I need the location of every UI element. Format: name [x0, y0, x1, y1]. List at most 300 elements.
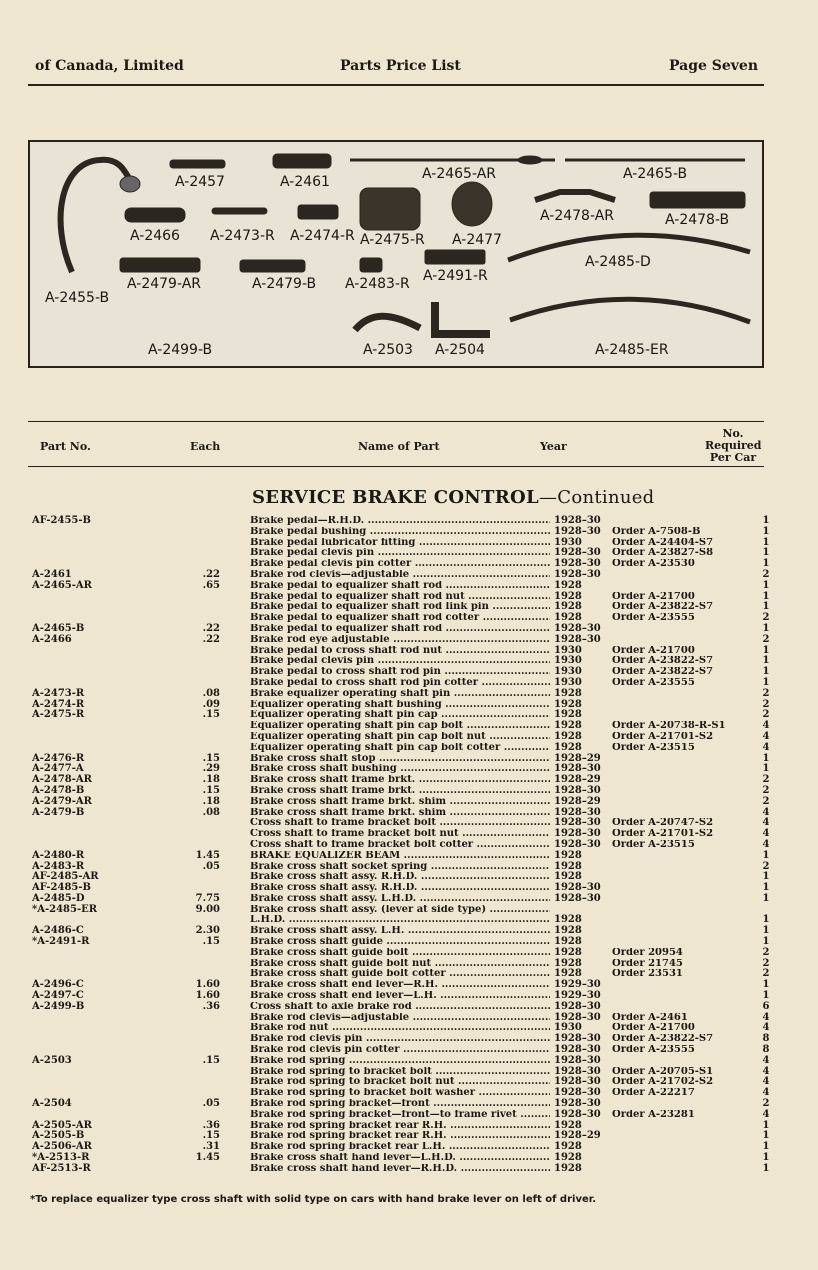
table-row — [0, 969, 818, 980]
quantity-cell: 2 — [762, 687, 770, 699]
year-cell: 1928 — [554, 936, 582, 948]
quantity-cell: 1 — [762, 752, 770, 764]
quantity-cell: 1 — [762, 871, 770, 883]
description-cell: Brake pedal to equalizer shaft rod cotter ..... — [250, 613, 550, 624]
table-row — [0, 624, 818, 635]
year-cell: 1928–30 — [554, 1065, 601, 1077]
price-cell: .15 — [202, 1054, 220, 1066]
quantity-cell: 1 — [762, 666, 770, 678]
description-cell: Brake pedal clevis pin cotter ..... — [250, 559, 550, 570]
price-cell: 1.45 — [195, 1152, 220, 1164]
order-cell: Order A-20738-R-S1 — [612, 721, 726, 732]
price-cell: .18 — [202, 795, 220, 807]
table-row — [0, 1045, 818, 1056]
quantity-cell: 2 — [762, 957, 770, 969]
quantity-cell: 1 — [762, 547, 770, 559]
description-cell: Brake pedal to equalizer shaft rod ..... — [250, 581, 550, 592]
table-row — [0, 840, 818, 851]
table-row — [0, 559, 818, 570]
order-cell: Order A-24404-S7 — [612, 537, 714, 548]
quantity-cell: 2 — [762, 795, 770, 807]
table-row — [0, 721, 818, 732]
description-cell: Equalizer operating shaft pin cap bolt nut ..... — [250, 732, 550, 743]
part-no-cell: A-2478-AR — [32, 774, 92, 786]
table-row — [0, 700, 818, 711]
order-cell: Order A-21700 — [612, 645, 695, 656]
price-cell: 1.60 — [195, 990, 220, 1002]
figure-label-a2483r: A-2483-R — [345, 276, 410, 292]
order-cell: Order A-21701-S2 — [612, 731, 714, 742]
order-cell: Order A-20705-S1 — [612, 1066, 714, 1077]
quantity-cell: 4 — [762, 806, 770, 818]
description-cell: Brake rod spring bracket—front ..... — [250, 1099, 550, 1110]
figure-label-a2477: A-2477 — [452, 232, 502, 248]
column-header-each: Each — [190, 440, 221, 453]
order-cell: Order 20954 — [612, 947, 683, 958]
table-row — [0, 1131, 818, 1142]
quantity-cell: 1 — [762, 914, 770, 926]
order-cell: Order A-22217 — [612, 1088, 695, 1099]
quantity-cell: 1 — [762, 525, 770, 537]
table-row — [0, 516, 818, 527]
part-no-cell: AF-2513-R — [32, 1162, 91, 1174]
year-cell: 1928–30 — [554, 1000, 601, 1012]
header-rule — [28, 84, 764, 86]
figure-label-a2457: A-2457 — [175, 174, 225, 190]
description-cell: Equalizer operating shaft bushing ..... — [250, 700, 550, 711]
description-cell: Cross shaft to frame bracket bolt ..... — [250, 818, 550, 829]
part-no-cell: A-2497-C — [32, 990, 84, 1002]
price-cell: .15 — [202, 784, 220, 796]
quantity-cell: 4 — [762, 1054, 770, 1066]
quantity-cell: 4 — [762, 1011, 770, 1023]
order-cell: Order A-23822-S7 — [612, 602, 714, 613]
part-no-cell: A-2465-B — [32, 622, 85, 634]
table-row — [0, 538, 818, 549]
part-no-cell: A-2496-C — [32, 979, 84, 991]
figure-label-a2504: A-2504 — [435, 342, 485, 358]
table-row — [0, 732, 818, 743]
part-no-cell: A-2506-AR — [32, 1141, 92, 1153]
quantity-cell: 4 — [762, 720, 770, 732]
table-row — [0, 656, 818, 667]
order-cell: Order A-21700 — [612, 1023, 695, 1034]
year-cell: 1928–30 — [554, 1054, 601, 1066]
order-cell: Order A-21701-S2 — [612, 829, 714, 840]
year-cell: 1928–30 — [554, 784, 601, 796]
description-cell: Brake cross shaft bushing ..... — [250, 764, 550, 775]
table-row — [0, 808, 818, 819]
table-row — [0, 581, 818, 592]
description-cell: Brake pedal to equalizer shaft rod nut ..... — [250, 592, 550, 603]
quantity-cell: 4 — [762, 1065, 770, 1077]
header-left: of Canada, Limited — [35, 58, 184, 74]
section-title-suffix: —Continued — [538, 487, 655, 508]
parts-photograph — [28, 140, 764, 368]
description-cell: Brake cross shaft stop ..... — [250, 754, 550, 765]
table-row — [0, 905, 818, 916]
quantity-cell: 1 — [762, 1141, 770, 1153]
year-cell: 1928–30 — [554, 817, 601, 829]
table-row — [0, 786, 818, 797]
order-cell: Order A-23555 — [612, 677, 695, 688]
table-row — [0, 797, 818, 808]
figure-label-a2479b: A-2479-B — [252, 276, 317, 292]
year-cell: 1928 — [554, 698, 582, 710]
year-cell: 1928 — [554, 871, 582, 883]
quantity-cell: 2 — [762, 698, 770, 710]
year-cell: 1928 — [554, 1141, 582, 1153]
part-no-cell: A-2465-AR — [32, 579, 92, 591]
part-no-cell: A-2504 — [32, 1098, 72, 1110]
order-cell: Order A-23822-S7 — [612, 1034, 714, 1045]
price-cell: .05 — [202, 860, 220, 872]
part-no-cell: A-2478-B — [32, 784, 85, 796]
year-cell: 1929–30 — [554, 979, 601, 991]
year-cell: 1928–29 — [554, 774, 601, 786]
description-cell: Brake pedal bushing ..... — [250, 527, 550, 538]
year-cell: 1930 — [554, 536, 582, 548]
part-no-cell: A-2503 — [32, 1054, 72, 1066]
quantity-cell: 1 — [762, 622, 770, 634]
part-no-cell: A-2479-AR — [32, 795, 92, 807]
quantity-cell: 4 — [762, 1076, 770, 1088]
order-cell: Order A-23822-S7 — [612, 656, 714, 667]
description-cell: Brake rod spring bracket—front—to frame rivet ..... — [250, 1110, 550, 1121]
description-cell: Brake rod clevis pin ..... — [250, 1034, 550, 1045]
year-cell: 1928–30 — [554, 838, 601, 850]
table-row — [0, 1023, 818, 1034]
price-cell: .08 — [202, 806, 220, 818]
order-cell: Order A-21700 — [612, 591, 695, 602]
table-row — [0, 894, 818, 905]
table-row — [0, 548, 818, 559]
quantity-cell: 2 — [762, 1098, 770, 1110]
column-header-no-required-line2: Required — [705, 439, 762, 452]
part-no-cell: A-2480-R — [32, 849, 85, 861]
table-row — [0, 1110, 818, 1121]
part-no-cell: A-2473-R — [32, 687, 85, 699]
quantity-cell: 4 — [762, 1108, 770, 1120]
part-no-cell: A-2477-A — [32, 763, 84, 775]
column-header-no-required-line1: No. — [722, 427, 744, 440]
figure-label-a2499b: A-2499-B — [148, 342, 213, 358]
quantity-cell: 1 — [762, 979, 770, 991]
description-cell: Brake rod clevis pin cotter ..... — [250, 1045, 550, 1056]
quantity-cell: 2 — [762, 860, 770, 872]
figure-label-a2491r: A-2491-R — [423, 268, 488, 284]
year-cell: 1928–30 — [554, 882, 601, 894]
year-cell: 1928 — [554, 925, 582, 937]
description-cell: Brake rod spring to bracket bolt ..... — [250, 1067, 550, 1078]
part-no-cell: A-2475-R — [32, 709, 85, 721]
table-row — [0, 667, 818, 678]
table-header-top-rule — [28, 421, 764, 422]
table-row — [0, 1164, 818, 1175]
description-cell: Brake pedal to cross shaft rod pin cotter ..... — [250, 678, 550, 689]
figure-label-a2478ar: A-2478-AR — [540, 208, 614, 224]
description-cell: Brake rod spring to bracket bolt nut ..... — [250, 1077, 550, 1088]
table-row — [0, 743, 818, 754]
table-row — [0, 775, 818, 786]
description-cell: Brake cross shaft hand lever—L.H.D. ..... — [250, 1153, 550, 1164]
quantity-cell: 8 — [762, 1033, 770, 1045]
description-cell: Brake pedal lubricator fitting ..... — [250, 538, 550, 549]
description-cell: Brake cross shaft hand lever—R.H.D. ..... — [250, 1164, 550, 1175]
header-right: Page Seven — [668, 58, 758, 74]
year-cell: 1928 — [554, 914, 582, 926]
part-no-cell: *A-2513-R — [32, 1152, 90, 1164]
quantity-cell: 1 — [762, 515, 770, 526]
quantity-cell: 1 — [762, 579, 770, 591]
quantity-cell: 8 — [762, 1044, 770, 1056]
quantity-cell: 2 — [762, 784, 770, 796]
price-cell: .15 — [202, 752, 220, 764]
part-no-cell: *A-2491-R — [32, 936, 90, 948]
quantity-cell: 1 — [762, 1130, 770, 1142]
description-cell: Brake pedal clevis pin ..... — [250, 548, 550, 559]
column-header-no-required — [705, 428, 761, 464]
description-cell: Brake rod spring bracket rear L.H. ..... — [250, 1142, 550, 1153]
year-cell: 1928 — [554, 968, 582, 980]
price-cell: 1.60 — [195, 979, 220, 991]
year-cell: 1928–30 — [554, 633, 601, 645]
part-no-cell: A-2474-R — [32, 698, 85, 710]
column-header-year: Year — [540, 440, 567, 453]
description-cell: Brake cross shaft assy. L.H.D. ..... — [250, 894, 550, 905]
description-cell: Brake cross shaft guide ..... — [250, 937, 550, 948]
table-row — [0, 872, 818, 883]
table-row — [0, 980, 818, 991]
quantity-cell: 4 — [762, 838, 770, 850]
price-cell: .09 — [202, 698, 220, 710]
part-no-cell: *A-2485-ER — [32, 903, 98, 915]
table-row — [0, 915, 818, 926]
part-no-cell: AF-2455-B — [32, 515, 91, 526]
year-cell: 1928 — [554, 849, 582, 861]
quantity-cell: 4 — [762, 828, 770, 840]
table-row — [0, 710, 818, 721]
quantity-cell: 4 — [762, 730, 770, 742]
figure-label-a2466: A-2466 — [130, 228, 180, 244]
year-cell: 1928–30 — [554, 1098, 601, 1110]
description-cell: Brake cross shaft guide bolt ..... — [250, 948, 550, 959]
description-cell: Brake cross shaft guide bolt cotter ..... — [250, 969, 550, 980]
order-cell: Order A-7508-B — [612, 526, 701, 537]
year-cell: 1928–30 — [554, 568, 601, 580]
quantity-cell: 1 — [762, 763, 770, 775]
year-cell: 1928–30 — [554, 806, 601, 818]
description-cell: Equalizer operating shaft pin cap bolt cotter ..... — [250, 743, 550, 754]
quantity-cell: 1 — [762, 1152, 770, 1164]
description-cell: Brake cross shaft guide bolt nut ..... — [250, 959, 550, 970]
part-no-cell: A-2505-AR — [32, 1119, 92, 1131]
table-row — [0, 959, 818, 970]
part-no-cell: A-2461 — [32, 568, 72, 580]
part-no-cell: A-2485-D — [32, 892, 85, 904]
description-cell: Brake cross shaft frame brkt. ..... — [250, 775, 550, 786]
figure-label-a2485d: A-2485-D — [585, 254, 651, 270]
description-cell: Brake rod clevis—adjustable ..... — [250, 1013, 550, 1024]
year-cell: 1928 — [554, 946, 582, 958]
description-cell: Brake rod spring to bracket bolt washer ..... — [250, 1088, 550, 1099]
year-cell: 1928 — [554, 1162, 582, 1174]
table-row — [0, 829, 818, 840]
part-no-cell: AF-2485-B — [32, 882, 91, 894]
year-cell: 1928–30 — [554, 547, 601, 559]
year-cell: 1928–30 — [554, 525, 601, 537]
quantity-cell: 1 — [762, 590, 770, 602]
table-row — [0, 1034, 818, 1045]
description-cell: Brake cross shaft assy. (lever at side type) ..... — [250, 905, 550, 916]
year-cell: 1928 — [554, 720, 582, 732]
year-cell: 1928 — [554, 741, 582, 753]
quantity-cell: 4 — [762, 1087, 770, 1099]
description-cell: Brake equalizer operating shaft pin ..... — [250, 689, 550, 700]
order-cell: Order A-23530 — [612, 559, 695, 570]
table-row — [0, 754, 818, 765]
table-row — [0, 851, 818, 862]
table-row — [0, 527, 818, 538]
table-row — [0, 948, 818, 959]
price-cell: 2.30 — [195, 925, 220, 937]
year-cell: 1928 — [554, 1119, 582, 1131]
order-cell: Order 21745 — [612, 958, 683, 969]
year-cell: 1928–30 — [554, 515, 601, 526]
table-row — [0, 1153, 818, 1164]
part-no-cell: A-2466 — [32, 633, 72, 645]
table-row — [0, 570, 818, 581]
table-row — [0, 764, 818, 775]
column-header-no-required-line3: Per Car — [709, 451, 757, 464]
description-cell: Cross shaft to axle brake rod ..... — [250, 1002, 550, 1013]
order-cell: Order 23531 — [612, 969, 683, 980]
order-cell: Order A-21702-S2 — [612, 1077, 714, 1088]
year-cell: 1930 — [554, 655, 582, 667]
part-no-cell: A-2505-B — [32, 1130, 85, 1142]
order-cell: Order A-20747-S2 — [612, 818, 714, 829]
quantity-cell: 1 — [762, 1119, 770, 1131]
part-no-cell: A-2486-C — [32, 925, 84, 937]
quantity-cell: 1 — [762, 644, 770, 656]
figure-label-a2485er: A-2485-ER — [595, 342, 669, 358]
year-cell: 1928–30 — [554, 558, 601, 570]
order-cell: Order A-23515 — [612, 742, 695, 753]
year-cell: 1928 — [554, 860, 582, 872]
quantity-cell: 4 — [762, 817, 770, 829]
year-cell: 1928 — [554, 579, 582, 591]
price-cell: .22 — [202, 633, 220, 645]
description-cell: Brake pedal to equalizer shaft rod ..... — [250, 624, 550, 635]
part-no-cell: AF-2485-AR — [32, 871, 99, 883]
quantity-cell: 1 — [762, 601, 770, 613]
price-cell: .08 — [202, 687, 220, 699]
year-cell: 1930 — [554, 1022, 582, 1034]
description-cell: Brake pedal clevis pin ..... — [250, 656, 550, 667]
description-cell: Brake pedal to cross shaft rod pin ..... — [250, 667, 550, 678]
description-cell: Cross shaft to frame bracket bolt cotter ..... — [250, 840, 550, 851]
price-cell: 9.00 — [195, 903, 220, 915]
quantity-cell: 1 — [762, 990, 770, 1002]
description-cell: Brake cross shaft frame brkt. shim ..... — [250, 797, 550, 808]
year-cell: 1928–30 — [554, 1011, 601, 1023]
year-cell: 1928–30 — [554, 1087, 601, 1099]
quantity-cell: 1 — [762, 849, 770, 861]
quantity-cell: 1 — [762, 1162, 770, 1174]
year-cell: 1928–30 — [554, 1044, 601, 1056]
year-cell: 1928 — [554, 957, 582, 969]
quantity-cell: 2 — [762, 774, 770, 786]
year-cell: 1928 — [554, 612, 582, 624]
section-title-text: SERVICE BRAKE CONTROL — [252, 487, 539, 508]
figure-label-a2479ar: A-2479-AR — [127, 276, 201, 292]
table-row — [0, 991, 818, 1002]
year-cell: 1928–30 — [554, 1033, 601, 1045]
column-header-part-no: Part No. — [40, 440, 91, 453]
table-row — [0, 1067, 818, 1078]
table-row — [0, 646, 818, 657]
quantity-cell: 1 — [762, 558, 770, 570]
year-cell: 1928–30 — [554, 1076, 601, 1088]
figure-label-a2461: A-2461 — [280, 174, 330, 190]
price-cell: .65 — [202, 579, 220, 591]
quantity-cell: 1 — [762, 536, 770, 548]
quantity-cell: 1 — [762, 925, 770, 937]
price-cell: .15 — [202, 936, 220, 948]
table-row — [0, 613, 818, 624]
description-cell: Equalizer operating shaft pin cap bolt ..... — [250, 721, 550, 732]
column-header-name: Name of Part — [358, 440, 440, 453]
quantity-cell: 1 — [762, 936, 770, 948]
figure-label-a2475r: A-2475-R — [360, 232, 425, 248]
description-cell: Brake rod spring bracket rear R.H. ..... — [250, 1131, 550, 1142]
year-cell: 1930 — [554, 644, 582, 656]
quantity-cell: 2 — [762, 968, 770, 980]
table-header-bottom-rule — [28, 466, 764, 467]
table-row — [0, 1142, 818, 1153]
figure-label-a2465ar: A-2465-AR — [422, 166, 496, 182]
table-row — [0, 602, 818, 613]
description-cell: Brake cross shaft assy. R.H.D. ..... — [250, 883, 550, 894]
table-row — [0, 1056, 818, 1067]
order-cell: Order A-2461 — [612, 1012, 688, 1023]
description-cell: Equalizer operating shaft pin cap ..... — [250, 710, 550, 721]
table-row — [0, 1002, 818, 1013]
description-cell: Brake pedal to cross shaft rod nut ..... — [250, 646, 550, 657]
description-cell: Brake pedal to equalizer shaft rod link pin ..... — [250, 602, 550, 613]
figure-label-a2503: A-2503 — [363, 342, 413, 358]
table-row — [0, 883, 818, 894]
description-cell: Brake cross shaft frame brkt. shim ..... — [250, 808, 550, 819]
year-cell: 1928 — [554, 1152, 582, 1164]
order-cell: Order A-23515 — [612, 839, 695, 850]
price-cell: .29 — [202, 763, 220, 775]
quantity-cell: 1 — [762, 882, 770, 894]
year-cell: 1928–30 — [554, 828, 601, 840]
price-cell: 7.75 — [195, 892, 220, 904]
table-row — [0, 1088, 818, 1099]
header-center: Parts Price List — [340, 58, 461, 74]
year-cell: 1928–30 — [554, 1108, 601, 1120]
footnote: *To replace equalizer type cross shaft with solid type on cars with hand brake lever on left of driver. — [30, 1194, 597, 1205]
year-cell: 1928 — [554, 730, 582, 742]
price-cell: .15 — [202, 709, 220, 721]
figure-label-a2465b: A-2465-B — [623, 166, 688, 182]
quantity-cell: 1 — [762, 655, 770, 667]
figure-label-a2478b: A-2478-B — [665, 212, 730, 228]
price-cell: 1.45 — [195, 849, 220, 861]
figure-label-a2455b: A-2455-B — [45, 290, 110, 306]
